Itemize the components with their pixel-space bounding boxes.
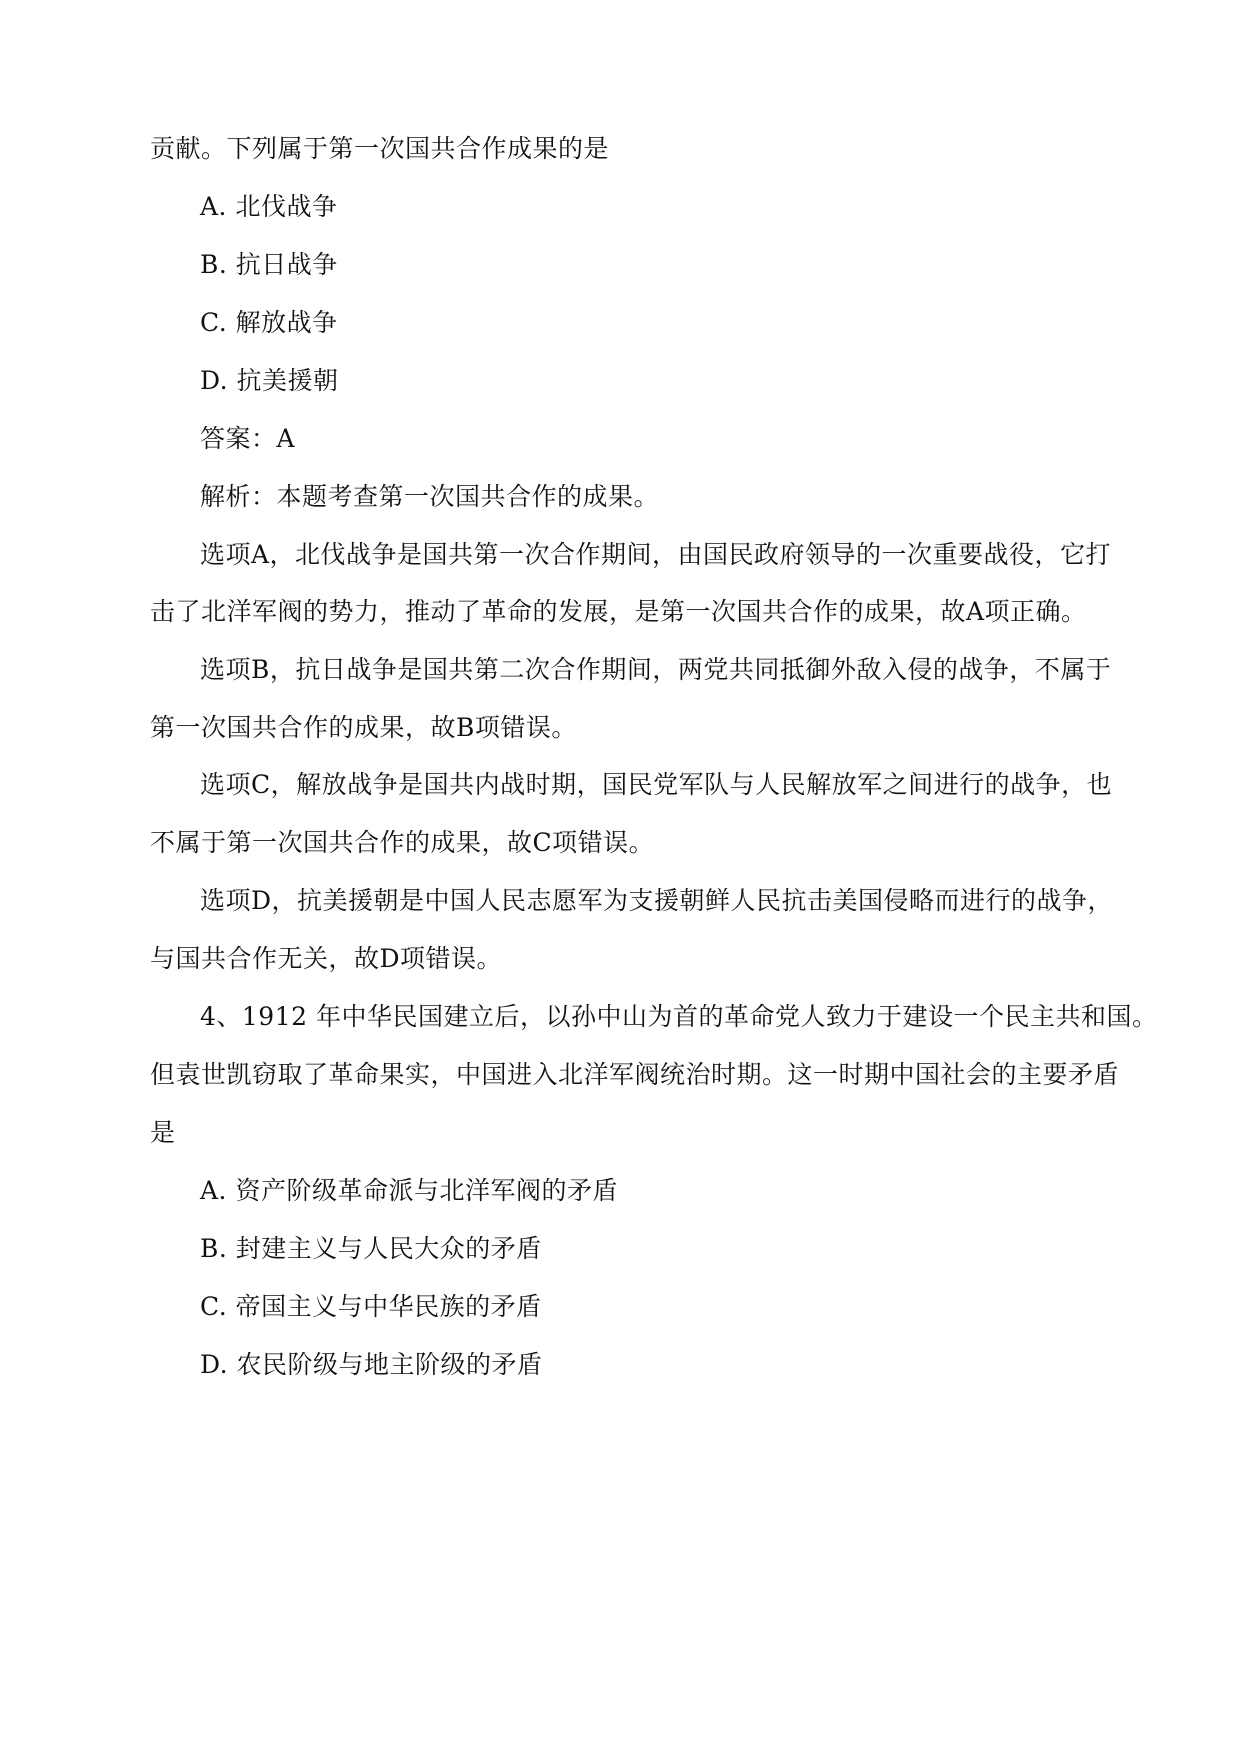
question-3-answer: 答案：A: [200, 424, 296, 453]
question-3-analysis-intro: 解析：本题考查第一次国共合作的成果。: [200, 482, 660, 511]
question-4-stem-line-3: 是: [150, 1118, 176, 1147]
question-4-stem-line-2: 但袁世凯窃取了革命果实，中国进入北洋军阀统治时期。这一时期中国社会的主要矛盾: [150, 1060, 1120, 1089]
question-3-option-a: A. 北伐战争: [200, 192, 338, 221]
question-4-option-b: B. 封建主义与人民大众的矛盾: [200, 1234, 542, 1263]
question-4-option-d: D. 农民阶级与地主阶级的矛盾: [200, 1350, 543, 1379]
question-4-stem-line-1: 4、1912 年中华民国建立后，以孙中山为首的革命党人致力于建设一个民主共和国。: [200, 1002, 1158, 1031]
question-3-analysis-a-line-2: 击了北洋军阀的势力，推动了革命的发展，是第一次国共合作的成果，故A项正确。: [150, 597, 1087, 626]
question-3-option-d: D. 抗美援朝: [200, 366, 339, 395]
question-3-analysis-c-line-1: 选项C，解放战争是国共内战时期，国民党军队与人民解放军之间进行的战争，也: [200, 770, 1113, 799]
question-3-analysis-b-line-2: 第一次国共合作的成果，故B项错误。: [150, 713, 577, 742]
question-4-option-c: C. 帝国主义与中华民族的矛盾: [200, 1292, 542, 1321]
question-3-analysis-a-line-1: 选项A，北伐战争是国共第一次合作期间，由国民政府领导的一次重要战役，它打: [200, 540, 1112, 569]
question-4-option-a: A. 资产阶级革命派与北洋军阀的矛盾: [200, 1176, 618, 1205]
question-3-analysis-c-line-2: 不属于第一次国共合作的成果，故C项错误。: [150, 828, 655, 857]
question-3-option-c: C. 解放战争: [200, 308, 338, 337]
question-3-analysis-b-line-1: 选项B，抗日战争是国共第二次合作期间，两党共同抵御外敌入侵的战争，不属于: [200, 655, 1112, 684]
question-3-option-b: B. 抗日战争: [200, 250, 338, 279]
question-3-analysis-d-line-2: 与国共合作无关，故D项错误。: [150, 944, 503, 973]
question-3-analysis-d-line-1: 选项D，抗美援朝是中国人民志愿军为支援朝鲜人民抗击美国侵略而进行的战争，: [200, 886, 1114, 915]
question-3-stem-tail: 贡献。下列属于第一次国共合作成果的是: [150, 134, 610, 163]
